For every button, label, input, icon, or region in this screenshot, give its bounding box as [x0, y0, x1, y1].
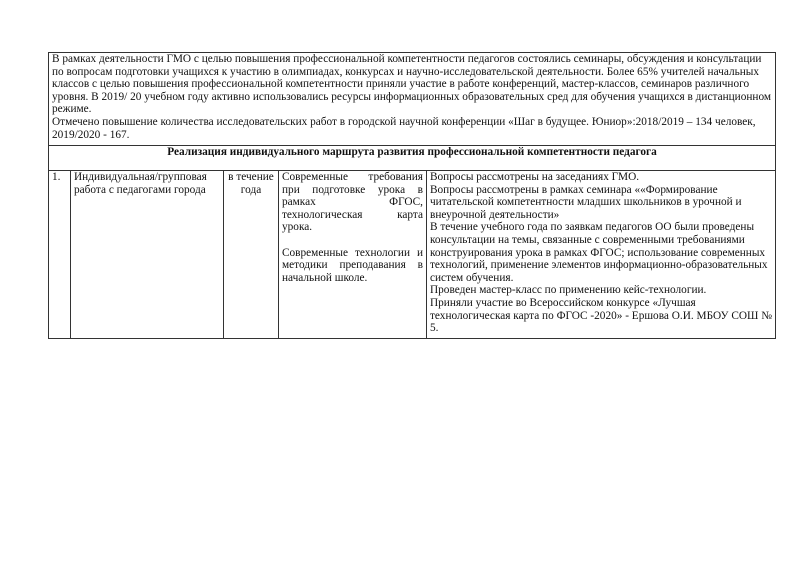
- result-item: Проведен мастер-класс по применению кейс-технологии.: [430, 284, 707, 297]
- result-item: Вопросы рассмотрены в рамках семинара ««Формирование читательской компетентности младших школьников в урочной и внеурочной деятельности»: [430, 183, 742, 221]
- intro-row: [49, 53, 776, 146]
- topic-item: Современные требования при подготовке урока в рамках ФГОС, технологическая карта урока.: [282, 171, 423, 234]
- row-topics: [279, 171, 427, 339]
- row-results: [427, 171, 776, 339]
- table-row: [49, 171, 776, 339]
- section-header-row: [49, 146, 776, 171]
- result-item: Вопросы рассмотрены на заседаниях ГМО.: [430, 171, 640, 183]
- row-number: 1.: [49, 171, 71, 339]
- result-item: В течение учебного года по заявкам педагогов ОО были проведены консультации на темы, связанные с современными требованиями конструирования урока в рамках ФГОС; использование современных технологий, применение элементов информационно-образовательных систем обучения.: [430, 221, 768, 284]
- row-activity: Индивидуальная/групповая работа с педагогами города: [71, 171, 224, 339]
- topic-item: Современные технологии и методики преподавания в начальной школе.: [282, 246, 423, 284]
- result-item: Приняли участие во Всероссийском конкурсе «Лучшая технологическая карта по ФГОС -2020» - Ершова О.И. МБОУ СОШ № 5.: [430, 296, 773, 335]
- section-title: Реализация индивидуального маршрута развития профессиональной компетентности педагога: [49, 146, 776, 171]
- topic-spacer: [282, 234, 423, 247]
- intro-paragraph: В рамках деятельности ГМО с целью повышения профессиональной компетентности педагогов состоялись семинары, обсуждения и консультации по вопросам подготовки учащихся к участию в олимпиадах, конкурсах и научно-исследовательской деятельности. Более 65% учителей начальных классов с целью повышения профессиональной компетентности приняли участие в работе конференций, мастер-классов, семинаров различного уровня. В 2019/ 20 учебном году активно использовались ресурсы информационных образовательных сред для обучения учащихся в дистанционном режиме.: [52, 53, 772, 116]
- intro-research-paragraph: Отмечено повышение количества исследовательских работ в городской научной конференции «Шаг в будущее. Юниор»:2018/2019 – 134 человек, 2019/2020 - 167.: [52, 115, 756, 141]
- row-period: в течение года: [224, 171, 279, 339]
- report-table: [48, 52, 776, 339]
- intro-cell: [49, 53, 776, 146]
